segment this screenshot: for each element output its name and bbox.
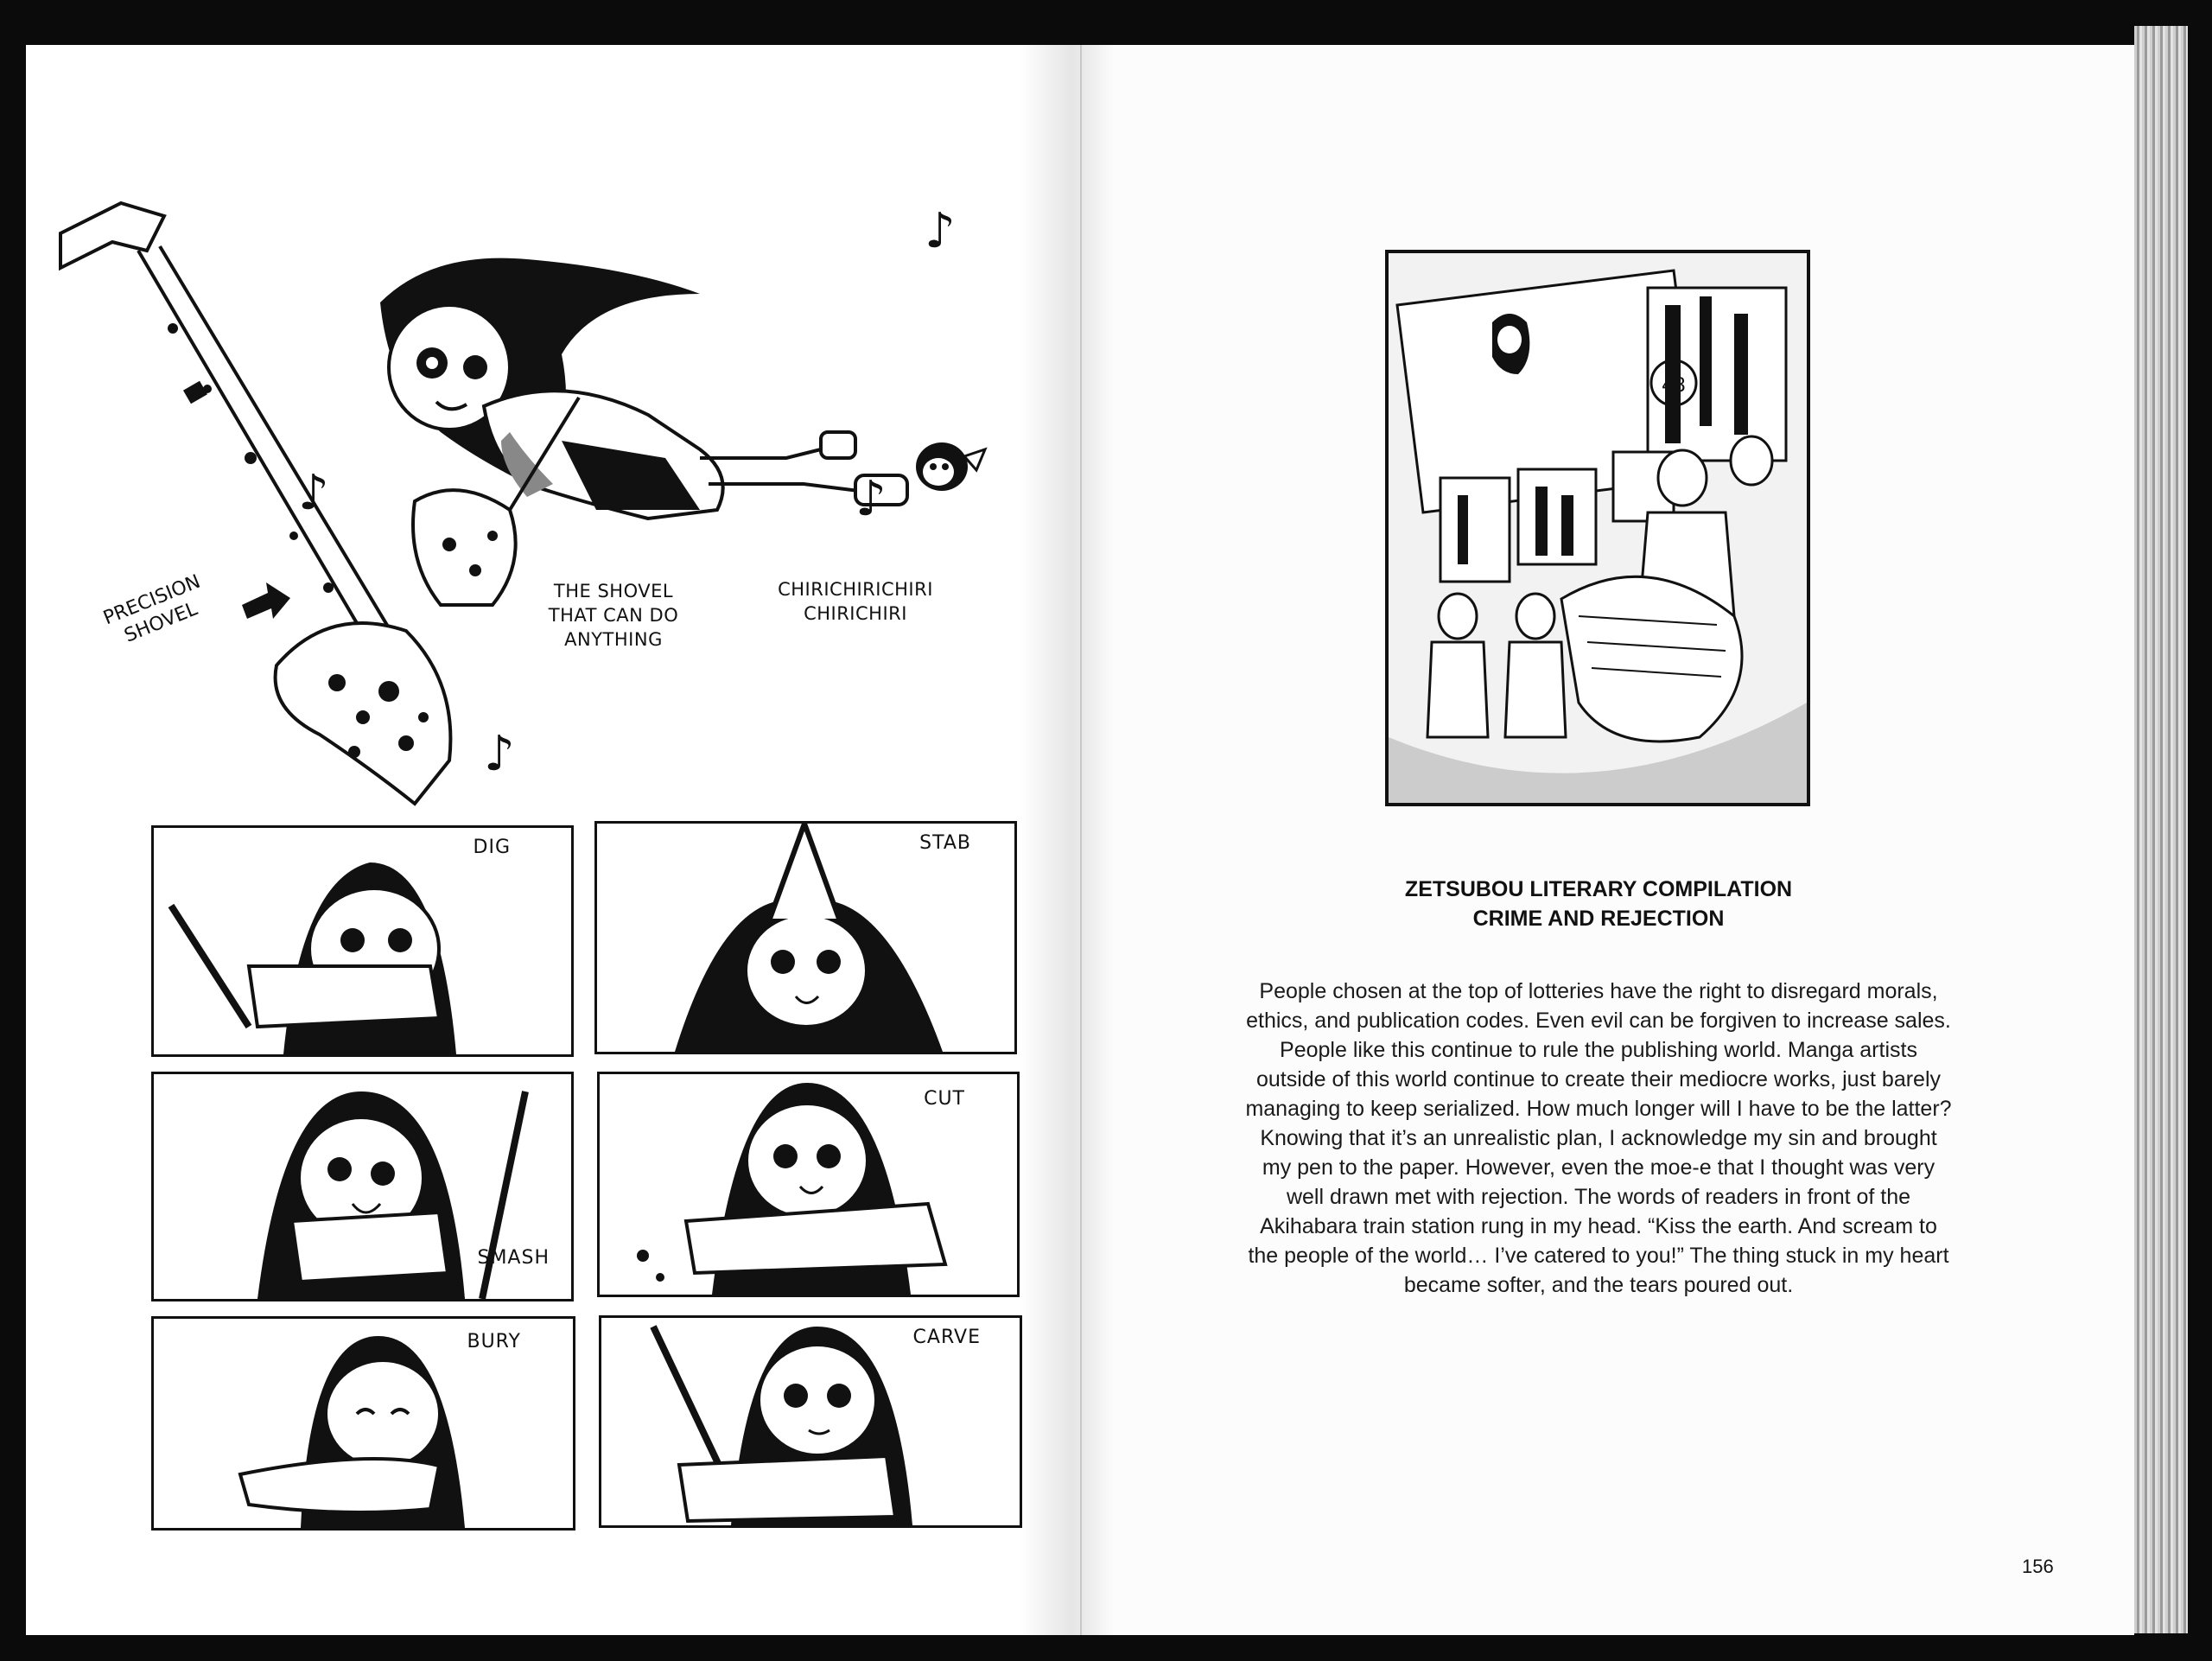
panel-dig (151, 825, 574, 1057)
sign-48: 48 (1662, 375, 1686, 397)
page-edge (2134, 26, 2188, 1633)
shovel-girl-illustration (43, 199, 1037, 821)
page-number: 156 (2022, 1556, 2054, 1577)
music-note-icon: ♪ (925, 203, 956, 259)
chirichiri-sfx: CHIRICHIRICHIRI CHIRICHIRI (778, 579, 933, 624)
panel-stab (594, 821, 1017, 1054)
shovel-caption: THE SHOVEL THAT CAN DO ANYTHING (548, 581, 679, 650)
compilation-body: People chosen at the top of lotteries have the right to disregard morals, ethics, and publication codes. Even evil can be forgiven to increase sales. People like this continue to rule the publishing world. Manga artists outside of this world continue to create their mediocre works, just barely managing to keep serialized. How much longer will I have to be the latter? Knowing that it’s an unrealistic plan, I acknowledge my sin and brought my pen to the paper. However, even the moe-e that I thought was very well drawn met with rejection. The words of readers in front of the Akihabara train station rung in my head. “Kiss the earth. And scream to the people of the world… I’ve catered to you!” The thing stuck in my heart became softer, and the tears poured out. (1245, 979, 1952, 1297)
sfx-label: CARVE (912, 1327, 981, 1348)
panel-bury (151, 1316, 575, 1531)
panel-smash (151, 1072, 574, 1301)
precision-shovel-label: PRECISION SHOVEL (100, 570, 204, 647)
sfx-label: SMASH (477, 1247, 550, 1269)
compilation-subheading: CRIME AND REJECTION (1472, 907, 1725, 931)
music-note-icon: ♪ (298, 465, 329, 521)
sfx-label: CUT (924, 1088, 965, 1110)
sfx-label: DIG (473, 837, 511, 858)
compilation-heading: ZETSUBOU LITERARY COMPILATION (1404, 877, 1793, 901)
panel-carve (599, 1315, 1022, 1528)
music-note-icon: ♪ (484, 726, 515, 782)
sfx-label: STAB (919, 832, 971, 854)
panel-cut (597, 1072, 1020, 1297)
akihabara-illustration (1385, 250, 1810, 806)
music-note-icon: ♪ (855, 471, 887, 527)
sfx-label: BURY (467, 1331, 521, 1352)
